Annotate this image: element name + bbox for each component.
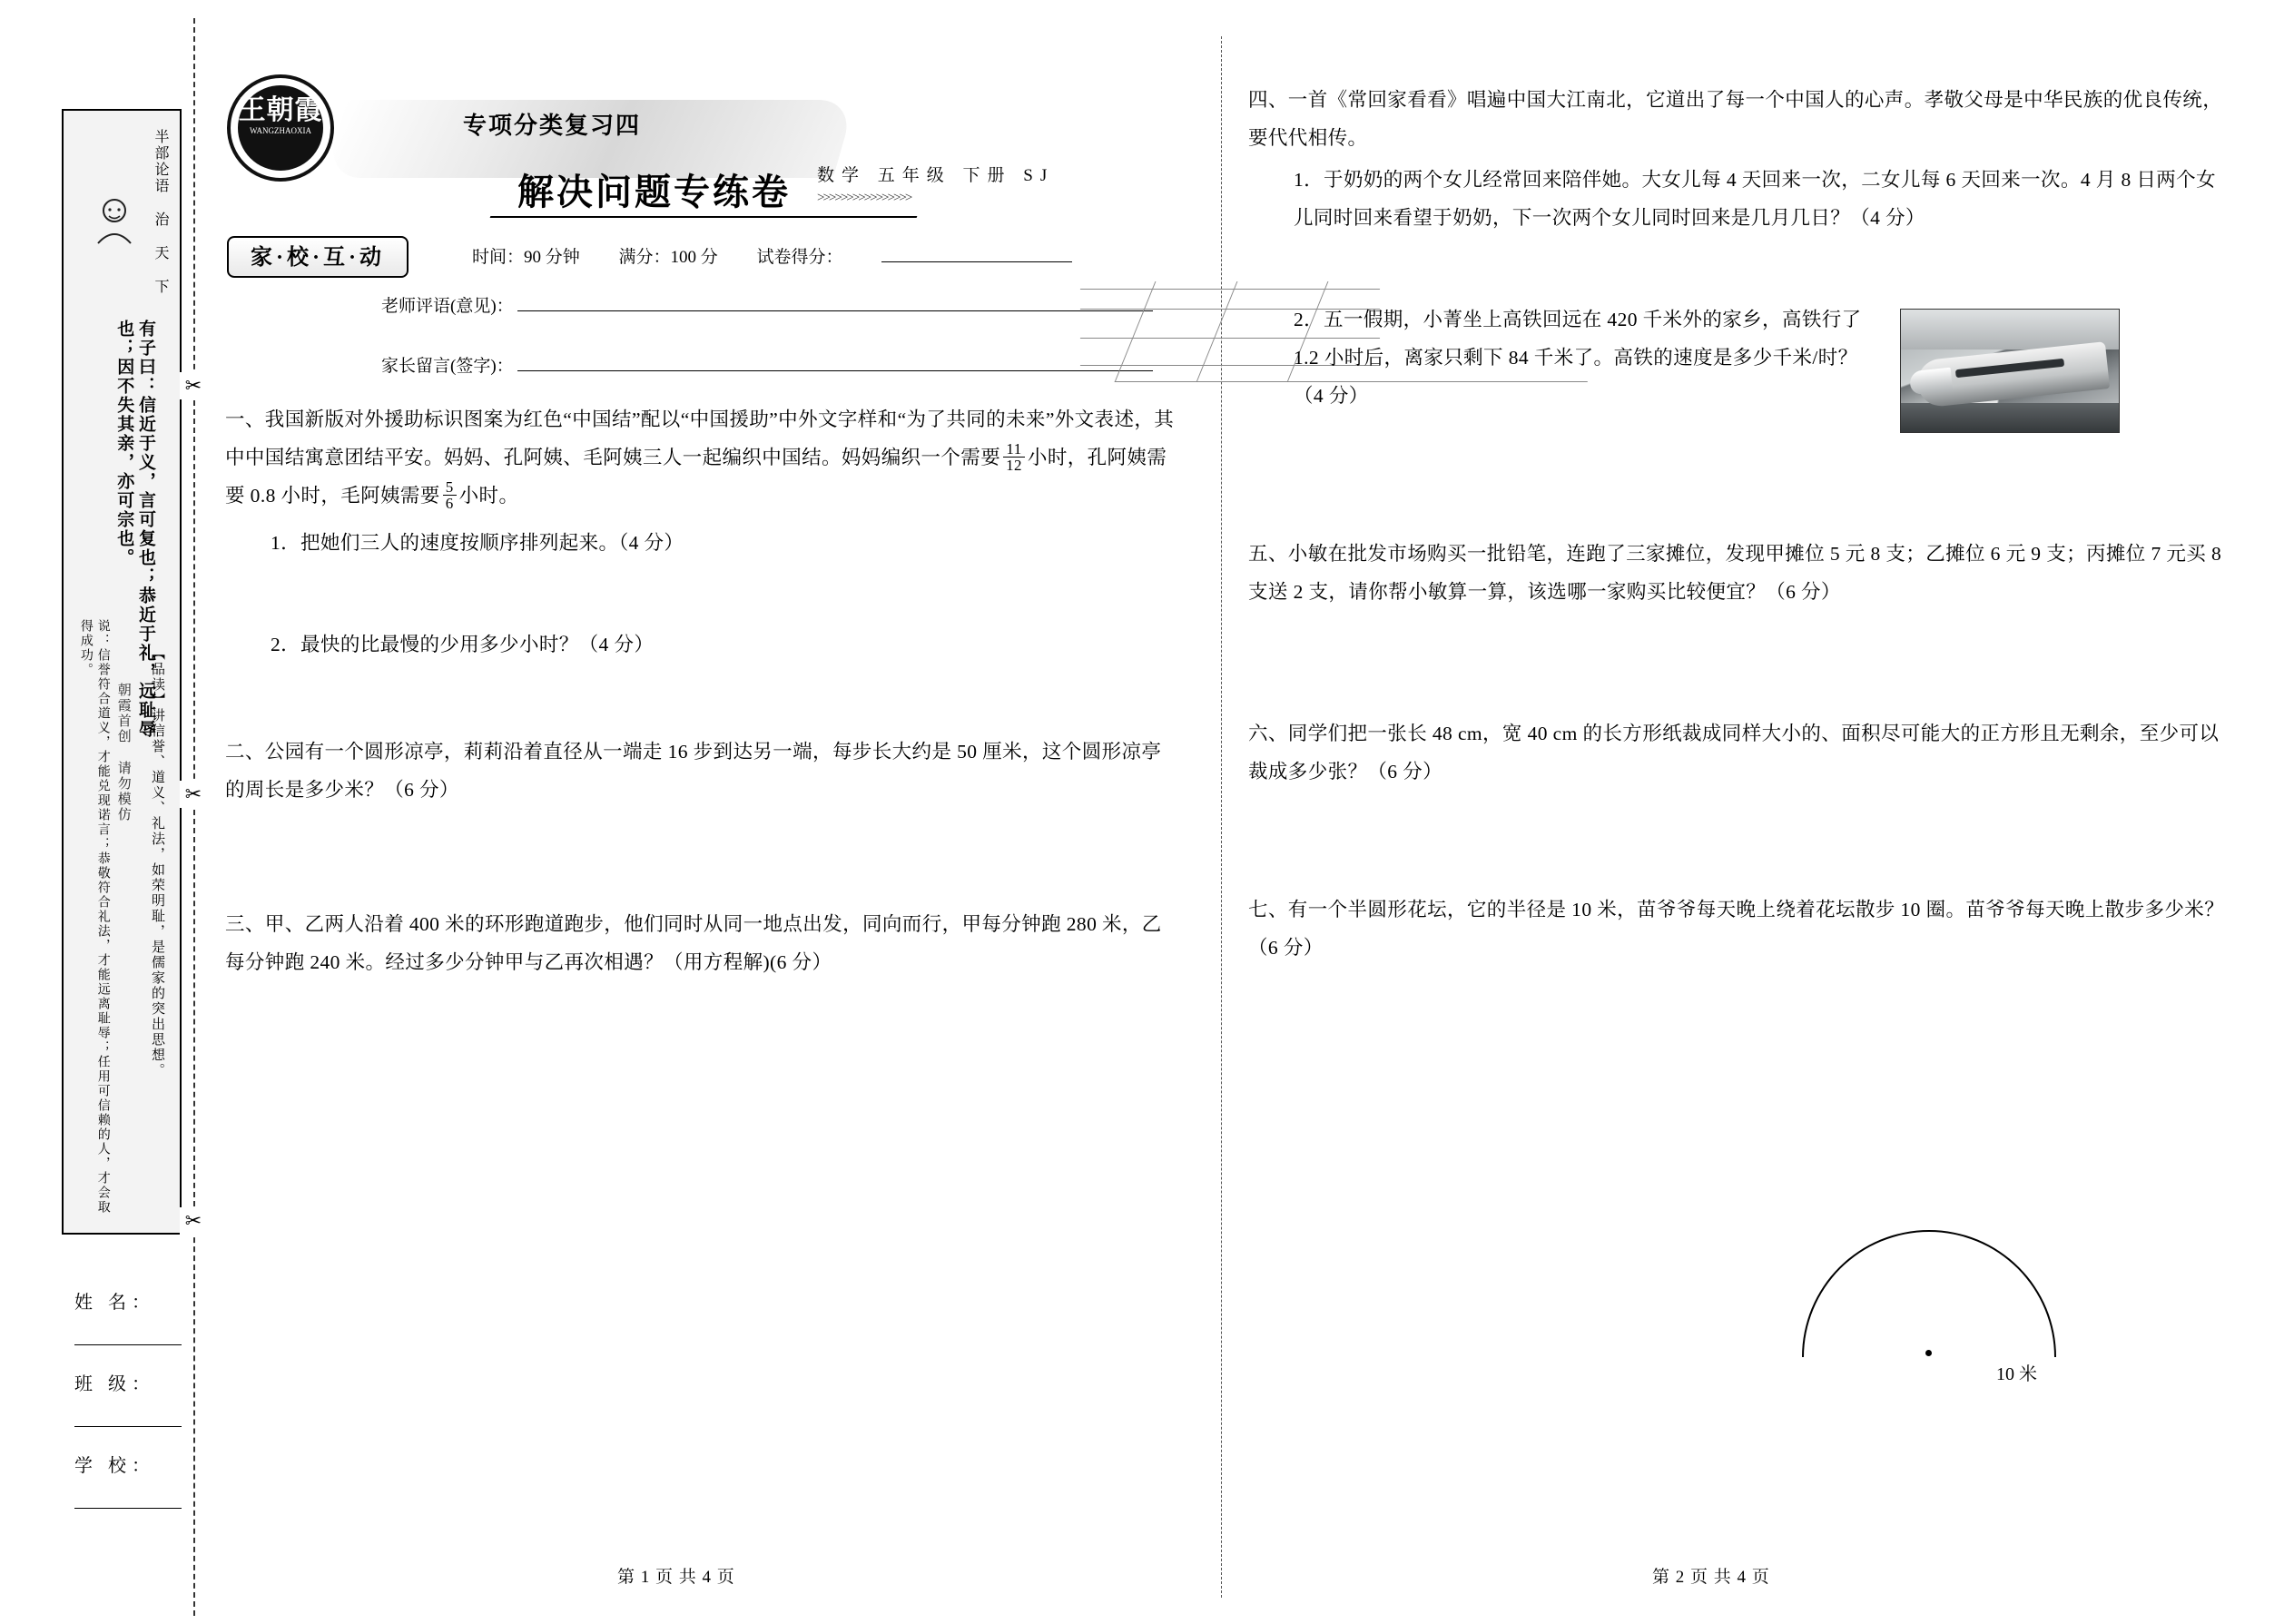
title-underline: [490, 216, 918, 218]
school-field-line[interactable]: [74, 1481, 182, 1509]
fraction-5-6: $\frac{5}{6}$: [443, 479, 457, 513]
logo-subtext: WANGZHAOXIA: [250, 125, 311, 135]
question-1-tail: 小时。: [458, 484, 519, 507]
question-1-sub-1: 1．把她们三人的速度按顺序排列起来。（4 分）: [271, 532, 684, 554]
page-two: [1248, 64, 2247, 1552]
class-field-line[interactable]: [74, 1399, 182, 1427]
page-title: 解决问题专练卷: [517, 172, 791, 212]
footer-page-2: 第 2 页 共 4 页: [1652, 1568, 1770, 1587]
high-speed-train-photo: [1900, 309, 2120, 433]
semicircle-figure: [1802, 1230, 2065, 1384]
question-6: 六、同学们把一张长 48 cm，宽 40 cm 的长方形纸裁成同样大小的、面积尽可能大的正方形且无剩余，至少可以裁成多少张？（6 分）: [1248, 723, 2220, 782]
question-1-mid: 小时，孔阿姨需要 0.8 小时，毛阿姨需要: [225, 446, 1167, 507]
teacher-comment-label: 老师评语(意见)：: [381, 297, 514, 316]
question-4-sub-2: 2．五一假期，小菁坐上高铁回远在 420 千米外的家乡，高铁行了 1.2 小时后，离家只剩下 84 千米了。高铁的速度是多少千米/时？（4 分）: [1294, 309, 1862, 407]
score-label: 试卷得分：: [756, 248, 843, 267]
margin-strip: [36, 73, 182, 1534]
radius-label: 10 米: [1996, 1364, 2037, 1384]
quote-body: 说：信誉符合道义，才能兑现诺言；恭敬符合礼法，才能远离耻辱；任用可信赖的人，才会取得成功。: [78, 619, 110, 1215]
parent-comment-row[interactable]: [381, 352, 1153, 377]
school-field-label: 学 校：: [74, 1456, 155, 1476]
question-1-sub-2: 2．最快的比最慢的少用多少小时？（4 分）: [271, 634, 655, 655]
fraction-11-12: $\frac{11}{12}$: [1003, 441, 1025, 475]
scissors-icon: ✂: [180, 372, 207, 399]
question-2: 二、公园有一个圆形凉亭，莉莉沿着直径从一端走 16 步到达另一端，每步长大约是 50 厘米，这个圆形凉亭的周长是多少米？（6 分）: [225, 741, 1162, 801]
question-3: 三、甲、乙两人沿着 400 米的环形跑道跑步，他们同时从同一地点出发，同向而行，甲每分钟跑 280 米，乙每分钟跑 240 米。经过多少分钟甲与乙再次相遇？（用方程解)(6 分）: [225, 913, 1162, 973]
fold-line: [193, 18, 195, 1616]
question-1-text: 一、我国新版对外援助标识图案为红色“中国结”配以“中国援助”中外文字样和“为了共同的未来”外文表述，其中中国结寓意团结平安。妈妈、孔阿姨、毛阿姨三人一起编织中国结。妈妈编织一个需要: [225, 408, 1175, 468]
arrow-decoration: >>>>>>>>>>>>>>>>: [817, 191, 911, 205]
time-label: 时间：90 分钟: [472, 248, 580, 267]
subject-info: 数学 五年级 下册 SJ: [817, 166, 1055, 185]
class-field[interactable]: [74, 1369, 192, 1427]
footer-page-1: 第 1 页 共 4 页: [617, 1568, 735, 1587]
publisher-logo: [227, 74, 334, 182]
score-input[interactable]: [881, 241, 1072, 262]
exam-meta: [472, 241, 1107, 268]
quote-title: 半部论语 治 天 下: [153, 129, 168, 295]
question-4: 四、一首《常回家看看》唱遍中国大江南北，它道出了每一个中国人的心声。孝敬父母是中华民族的优良传统，要代代相传。: [1248, 89, 2223, 149]
brand-watermark: 朝霞首创 请勿模仿: [115, 683, 131, 822]
teacher-comment-row[interactable]: [381, 292, 1153, 317]
name-field-line[interactable]: [74, 1317, 182, 1345]
class-field-label: 班 级：: [74, 1374, 155, 1394]
question-1: [225, 401, 1178, 516]
parent-comment-label: 家长留言(签字)：: [381, 357, 514, 376]
semicircle-arc: [1802, 1230, 2056, 1357]
review-label: 专项分类复习四: [463, 113, 642, 139]
avatar: [91, 194, 138, 245]
logo-text: 王朝霞 WANGZHAOXIA: [238, 85, 323, 171]
parent-comment-input[interactable]: [517, 352, 1153, 371]
teacher-comment-input[interactable]: [517, 292, 1153, 311]
quote-reading: 【品读】讲信誉、道义、礼法，如荣明耻，是儒家的突出思想。: [150, 646, 164, 1078]
scissors-icon: ✂: [180, 1207, 207, 1235]
home-school-badge: 家·校·互·动: [227, 236, 409, 278]
page-one: [218, 64, 1189, 1552]
scissors-icon: ✂: [180, 781, 207, 808]
question-4-sub-1: 1．于奶奶的两个女儿经常回来陪伴她。大女儿每 4 天回来一次，二女儿每 6 天回来一次。4 月 8 日两个女儿同时回来看望于奶奶，下一次两个女儿同时回来是几月几日？（4 分）: [1294, 169, 2216, 229]
center-point: [1925, 1350, 1932, 1356]
name-field[interactable]: [74, 1287, 192, 1345]
question-5: 五、小敏在批发市场购买一批铅笔，连跑了三家摊位，发现甲摊位 5 元 8 支；乙摊位 6 元 9 支；丙摊位 7 元买 8 支送 2 支，请你帮小敏算一算，该选哪一家购买比较便宜？（6 分）: [1248, 543, 2222, 603]
full-score-label: 满分：100 分: [618, 248, 718, 267]
question-7: 七、有一个半圆形花坛，它的半径是 10 米，苗爷爷每天晚上绕着花坛散步 10 圈。苗爷爷每天晚上散步多少米？（6 分）: [1248, 899, 2225, 959]
quote-main: 有子曰：信近于义，言可复也；恭近于礼，远耻辱也；因不失其亲，亦可宗也。: [114, 320, 155, 739]
name-field-label: 姓 名：: [74, 1293, 155, 1313]
school-field[interactable]: [74, 1451, 192, 1509]
page-divider: [1221, 36, 1222, 1598]
quote-box: [62, 109, 182, 1235]
